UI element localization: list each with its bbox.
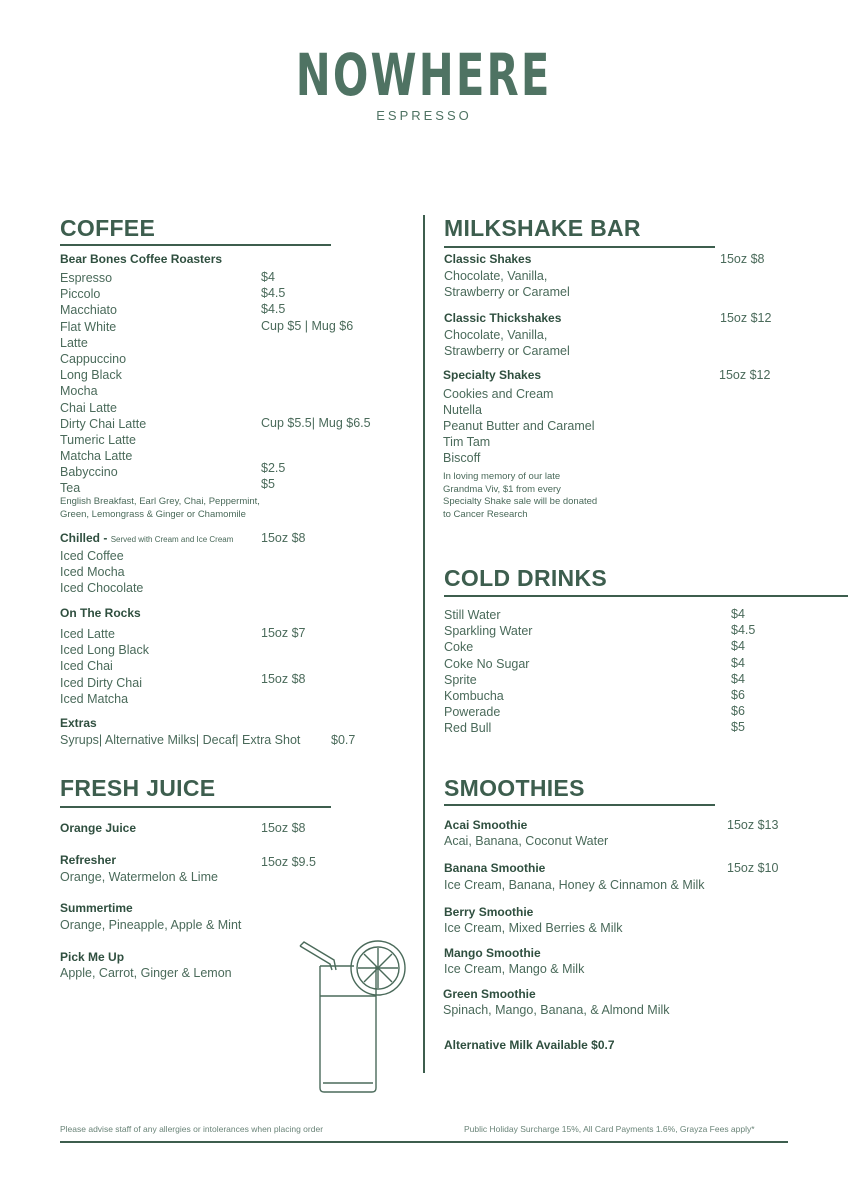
menu-row: Cappuccino	[60, 351, 127, 366]
roaster-label: Bear Bones Coffee Roasters	[60, 252, 223, 266]
menu-row: Flat White Cup $5 | Mug $6	[60, 318, 354, 334]
rocks-list	[60, 625, 360, 706]
menu-row: Tea $5	[60, 477, 275, 496]
column-divider	[423, 215, 425, 1073]
smoothie-name: Berry Smoothie	[444, 905, 534, 919]
menu-row: Iced Matcha	[60, 691, 129, 706]
smoothie-price: 15oz $10	[727, 861, 779, 875]
cold-drinks-rule	[444, 595, 848, 597]
list-item: Iced Mocha	[60, 565, 125, 579]
footer-surcharge-note: Public Holiday Surcharge 15%, All Card Payments 1.6%, Grayza Fees apply*	[464, 1124, 755, 1134]
smoothie-name: Mango Smoothie	[444, 946, 541, 960]
menu-row: Latte	[60, 335, 88, 350]
juice-name: Refresher	[60, 853, 117, 867]
menu-row: Kombucha $6	[444, 687, 745, 703]
list-item: Iced Coffee	[60, 549, 124, 563]
menu-row: Iced Dirty Chai 15oz $8	[60, 671, 306, 690]
menu-row: Coke $4	[444, 639, 745, 655]
smoothie-name: Banana Smoothie	[444, 861, 546, 875]
menu-row: Tumeric Latte	[60, 432, 136, 447]
juice-glass-icon	[296, 938, 408, 1094]
menu-row: Iced Chai	[60, 659, 113, 674]
coffee-rule	[60, 244, 331, 246]
memorial-note: In loving memory of our late Grandma Viv, $1 from every Specialty Shake sale will be donated to Cancer Research	[443, 471, 598, 520]
juice-rule	[60, 806, 331, 808]
thickshakes-title: Classic Thickshakes	[444, 311, 562, 325]
coffee-list	[60, 269, 400, 496]
cold-drinks-list	[444, 606, 784, 736]
coffee-title: COFFEE	[60, 215, 156, 241]
smoothie-desc: Ice Cream, Mango & Milk	[444, 962, 585, 976]
extras-title: Extras	[60, 716, 97, 730]
smoothie-name: Green Smoothie	[443, 987, 536, 1001]
menu-row: Iced Latte 15oz $7	[60, 626, 306, 641]
list-item: Iced Chocolate	[60, 581, 144, 595]
menu-row: Babyccino $2.5	[60, 461, 286, 480]
specialty-shakes-price: 15oz $12	[719, 368, 771, 382]
menu-row: Matcha Latte	[60, 449, 133, 464]
menu-row: Iced Long Black	[60, 643, 149, 658]
smoothie-price: 15oz $13	[727, 818, 779, 832]
menu-row: Red Bull $5	[444, 720, 745, 736]
list-item: Peanut Butter and Caramel	[443, 419, 595, 433]
menu-row: Powerade $6	[444, 704, 745, 720]
juice-name: Summertime	[60, 901, 133, 915]
smoothie-desc: Ice Cream, Mixed Berries & Milk	[444, 921, 623, 935]
menu-row: Espresso $4	[60, 270, 275, 285]
smoothie-name: Acai Smoothie	[444, 818, 528, 832]
menu-row: Sparkling Water $4.5	[444, 623, 756, 639]
classic-shakes-desc: Chocolate, Vanilla, Strawberry or Caramel	[444, 269, 570, 299]
extras-text: Syrups| Alternative Milks| Decaf| Extra Shot	[60, 733, 301, 747]
juice-desc: Apple, Carrot, Ginger & Lemon	[60, 966, 232, 980]
list-item: Nutella	[443, 403, 482, 417]
menu-row: Mocha	[60, 384, 98, 399]
thickshakes-price: 15oz $12	[720, 311, 772, 325]
list-item: Cookies and Cream	[443, 387, 554, 401]
specialty-list	[443, 386, 594, 466]
juice-name: Pick Me Up	[60, 950, 125, 964]
classic-shakes-title: Classic Shakes	[444, 252, 532, 266]
menu-row: Chai Latte	[60, 400, 117, 415]
milkshake-title: MILKSHAKE BAR	[444, 215, 641, 241]
chilled-list	[60, 548, 143, 596]
menu-row: Coke No Sugar $4	[444, 655, 745, 671]
alt-milk-note: Alternative Milk Available $0.7	[444, 1038, 615, 1052]
juice-price: 15oz $9.5	[261, 855, 316, 869]
classic-shakes-price: 15oz $8	[720, 252, 765, 266]
chilled-title: Chilled - Served with Cream and Ice Cream	[60, 531, 234, 545]
brand-header	[0, 38, 848, 123]
list-item: Biscoff	[443, 451, 481, 465]
menu-row: Macchiato $4.5	[60, 302, 286, 318]
menu-row: Dirty Chai Latte Cup $5.5| Mug $6.5	[60, 415, 371, 431]
brand-subtitle: ESPRESSO	[376, 108, 472, 123]
juice-desc: Orange, Watermelon & Lime	[60, 870, 218, 884]
cold-drinks-title: COLD DRINKS	[444, 565, 608, 591]
chilled-price: 15oz $8	[261, 531, 306, 545]
smoothies-rule	[444, 804, 715, 806]
thickshakes-desc: Chocolate, Vanilla, Strawberry or Caramel	[444, 328, 570, 358]
menu-row: Sprite $4	[444, 671, 745, 687]
smoothie-desc: Ice Cream, Banana, Honey & Cinnamon & Milk	[444, 878, 705, 892]
chilled-note: Served with Cream and Ice Cream	[110, 535, 234, 544]
specialty-shakes-title: Specialty Shakes	[443, 368, 542, 382]
tea-note: English Breakfast, Earl Grey, Chai, Peppermint, Green, Lemongrass & Ginger or Chamomile	[60, 496, 260, 520]
menu-row: Piccolo $4.5	[60, 286, 286, 302]
milkshake-rule	[444, 246, 715, 248]
smoothies-title: SMOOTHIES	[444, 775, 585, 801]
smoothie-desc: Acai, Banana, Coconut Water	[444, 834, 609, 848]
juice-title: FRESH JUICE	[60, 775, 216, 801]
footer-rule	[60, 1141, 788, 1143]
extras-price: $0.7	[331, 733, 356, 747]
menu-row: Long Black	[60, 368, 122, 383]
footer-allergy-note: Please advise staff of any allergies or intolerances when placing order	[60, 1124, 324, 1134]
menu-row: Still Water $4	[444, 607, 745, 622]
juice-name: Orange Juice	[60, 821, 137, 835]
juice-desc: Orange, Pineapple, Apple & Mint	[60, 918, 242, 932]
rocks-title: On The Rocks	[60, 606, 141, 620]
brand-name: NOWHERE	[296, 41, 552, 109]
smoothie-desc: Spinach, Mango, Banana, & Almond Milk	[443, 1003, 670, 1017]
list-item: Tim Tam	[443, 435, 491, 449]
juice-price: 15oz $8	[261, 821, 306, 835]
